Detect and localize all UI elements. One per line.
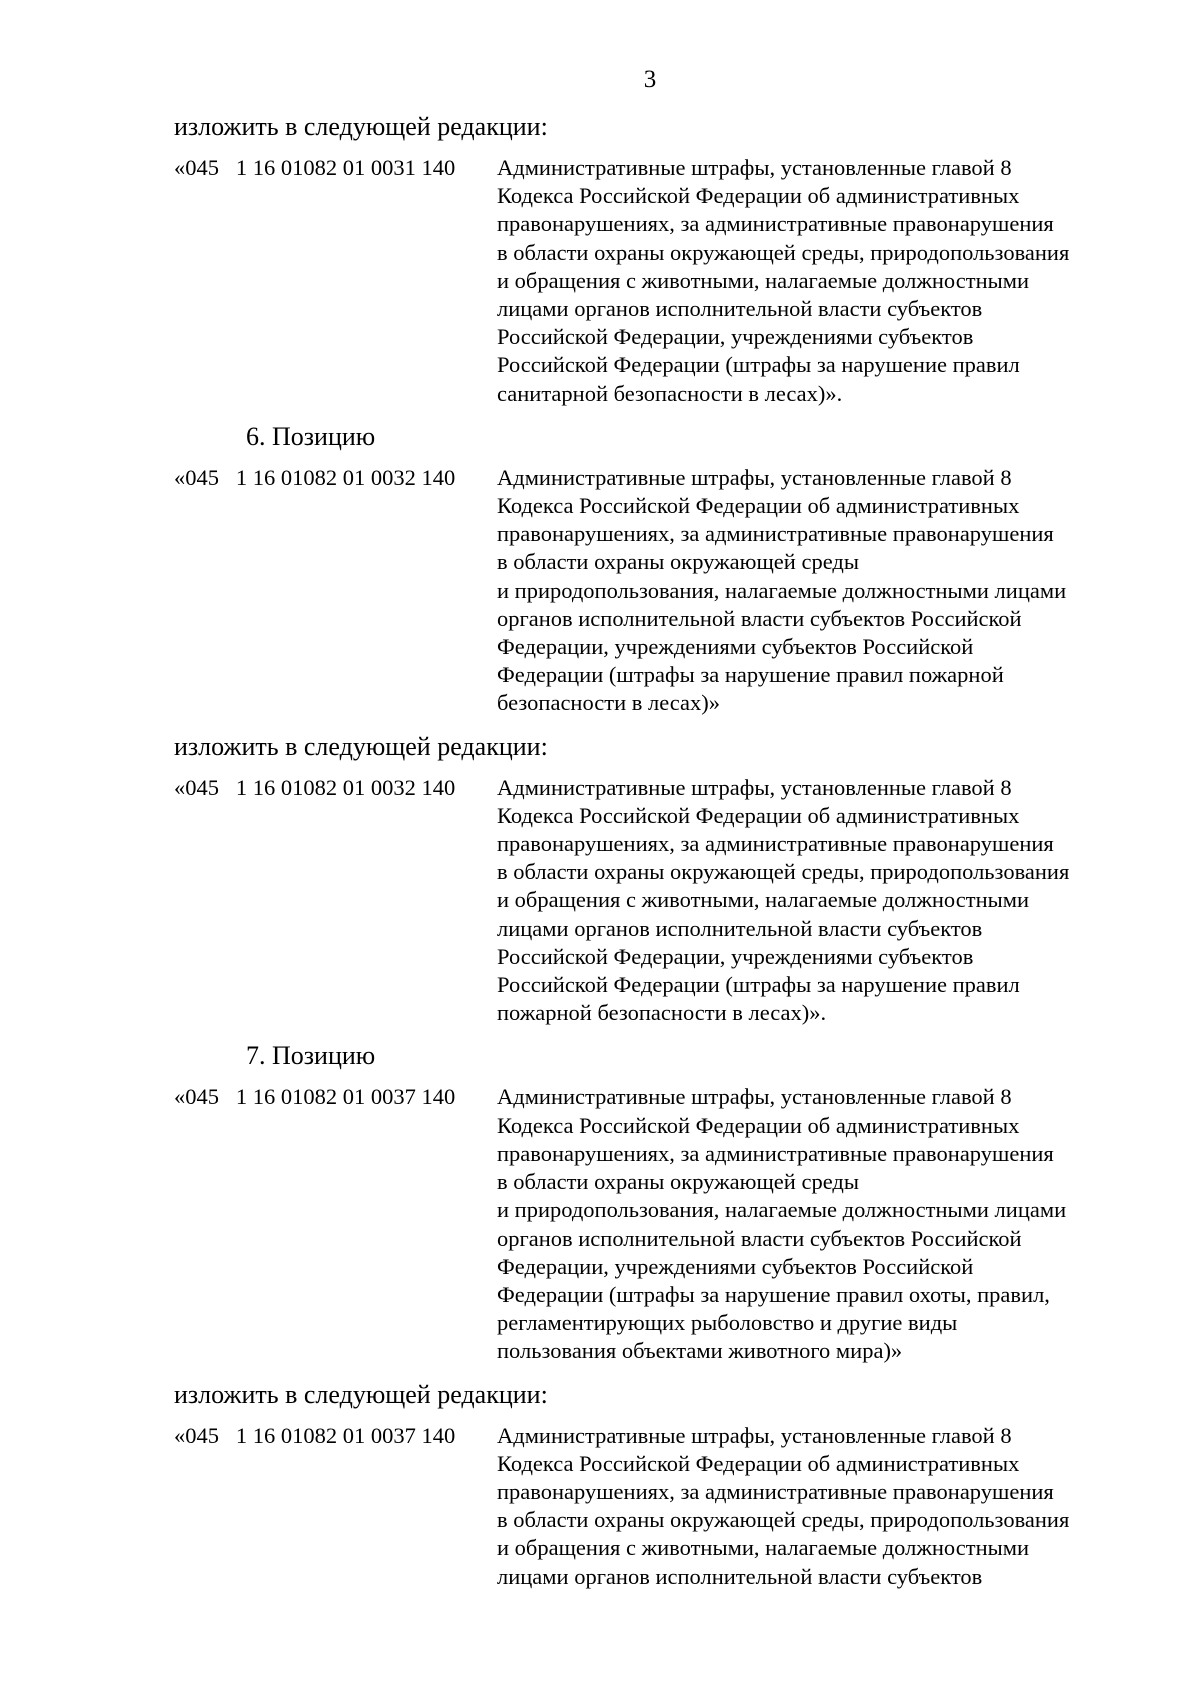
budget-classification-code: «045 1 16 01082 01 0031 140 <box>174 155 456 180</box>
entry-description <box>497 154 1134 408</box>
page-number: 3 <box>643 66 657 93</box>
amendment-instruction: изложить в следующей редакции: <box>174 1379 548 1409</box>
budget-classification-code: «045 1 16 01082 01 0037 140 <box>174 1084 456 1110</box>
description-line: правонарушениях, за административные правонарушения <box>497 211 1054 237</box>
description-line: в области охраны окружающей среды <box>497 1169 859 1195</box>
description-line: органов исполнительной власти субъектов Российской <box>497 605 1022 631</box>
budget-classification-code: «045 1 16 01082 01 0032 140 <box>174 464 456 490</box>
entry-description <box>497 1083 1134 1365</box>
description-line: и природопользования, налагаемые должностными лицами <box>497 1197 1067 1223</box>
description-line: Административные штрафы, установленные главой 8 <box>497 774 1012 800</box>
budget-classification-code: «045 1 16 01082 01 0037 140 <box>174 1422 456 1448</box>
description-line: в области охраны окружающей среды, природопользования <box>497 239 1070 265</box>
budget-code-entry <box>174 154 1134 408</box>
description-line: безопасности в лесах)» <box>497 690 721 716</box>
amendment-instruction: изложить в следующей редакции: <box>174 731 548 761</box>
description-line: лицами органов исполнительной власти субъектов <box>497 915 983 941</box>
document-body <box>174 112 1134 1605</box>
description-line: Российской Федерации (штрафы за нарушение правил <box>497 352 1020 378</box>
description-line: Российской Федерации, учреждениями субъектов <box>497 943 974 969</box>
description-line: пожарной безопасности в лесах)». <box>497 1000 827 1026</box>
budget-code-entry <box>174 1422 1134 1591</box>
description-line: Кодекса Российской Федерации об административных <box>497 802 1020 828</box>
description-line: Федерации, учреждениями субъектов Российской <box>497 1253 974 1279</box>
description-line: Административные штрафы, установленные главой 8 <box>497 155 1012 180</box>
description-line: и обращения с животными, налагаемые должностными <box>497 887 1030 913</box>
description-line: в области охраны окружающей среды, природопользования <box>497 1507 1070 1533</box>
entry-description <box>497 464 1134 718</box>
description-line: Кодекса Российской Федерации об административных <box>497 183 1020 209</box>
description-line: пользования объектами животного мира)» <box>497 1338 903 1364</box>
description-line: Административные штрафы, установленные главой 8 <box>497 1084 1012 1110</box>
description-line: Федерации, учреждениями субъектов Российской <box>497 634 974 660</box>
position-heading: 6. Позицию <box>246 421 376 451</box>
description-line: правонарушениях, за административные правонарушения <box>497 1140 1054 1166</box>
amendment-instruction: изложить в следующей редакции: <box>174 112 548 141</box>
budget-code-entry <box>174 1083 1134 1365</box>
description-line: и обращения с животными, налагаемые должностными <box>497 1535 1030 1561</box>
description-line: Кодекса Российской Федерации об административных <box>497 1450 1020 1476</box>
description-line: Кодекса Российской Федерации об административных <box>497 493 1020 519</box>
description-line: Кодекса Российской Федерации об административных <box>497 1112 1020 1138</box>
description-line: в области охраны окружающей среды <box>497 549 859 575</box>
budget-classification-code: «045 1 16 01082 01 0032 140 <box>174 774 456 800</box>
description-line: правонарушениях, за административные правонарушения <box>497 831 1054 857</box>
description-line: правонарушениях, за административные правонарушения <box>497 521 1054 547</box>
description-line: Российской Федерации (штрафы за нарушение правил <box>497 972 1020 998</box>
description-line: Административные штрафы, установленные главой 8 <box>497 1422 1012 1448</box>
description-line: правонарушениях, за административные правонарушения <box>497 1478 1054 1504</box>
description-line: регламентирующих рыболовство и другие виды <box>497 1310 958 1336</box>
description-line: органов исполнительной власти субъектов Российской <box>497 1225 1022 1251</box>
description-line: и природопользования, налагаемые должностными лицами <box>497 577 1067 603</box>
description-line: Административные штрафы, установленные главой 8 <box>497 464 1012 490</box>
description-line: лицами органов исполнительной власти субъектов <box>497 296 983 322</box>
budget-code-entry <box>174 774 1134 1028</box>
budget-code-entry <box>174 464 1134 718</box>
description-line: Федерации (штрафы за нарушение правил пожарной <box>497 662 1004 688</box>
description-line: Российской Федерации, учреждениями субъектов <box>497 324 974 350</box>
description-line: санитарной безопасности в лесах)». <box>497 380 843 406</box>
entry-description <box>497 1422 1134 1591</box>
description-line: лицами органов исполнительной власти субъектов <box>497 1563 983 1589</box>
description-line: Федерации (штрафы за нарушение правил охоты, правил, <box>497 1281 1050 1307</box>
position-heading: 7. Позицию <box>246 1041 376 1071</box>
description-line: и обращения с животными, налагаемые должностными <box>497 267 1030 293</box>
entry-description <box>497 774 1134 1028</box>
description-line: в области охраны окружающей среды, природопользования <box>497 859 1070 885</box>
